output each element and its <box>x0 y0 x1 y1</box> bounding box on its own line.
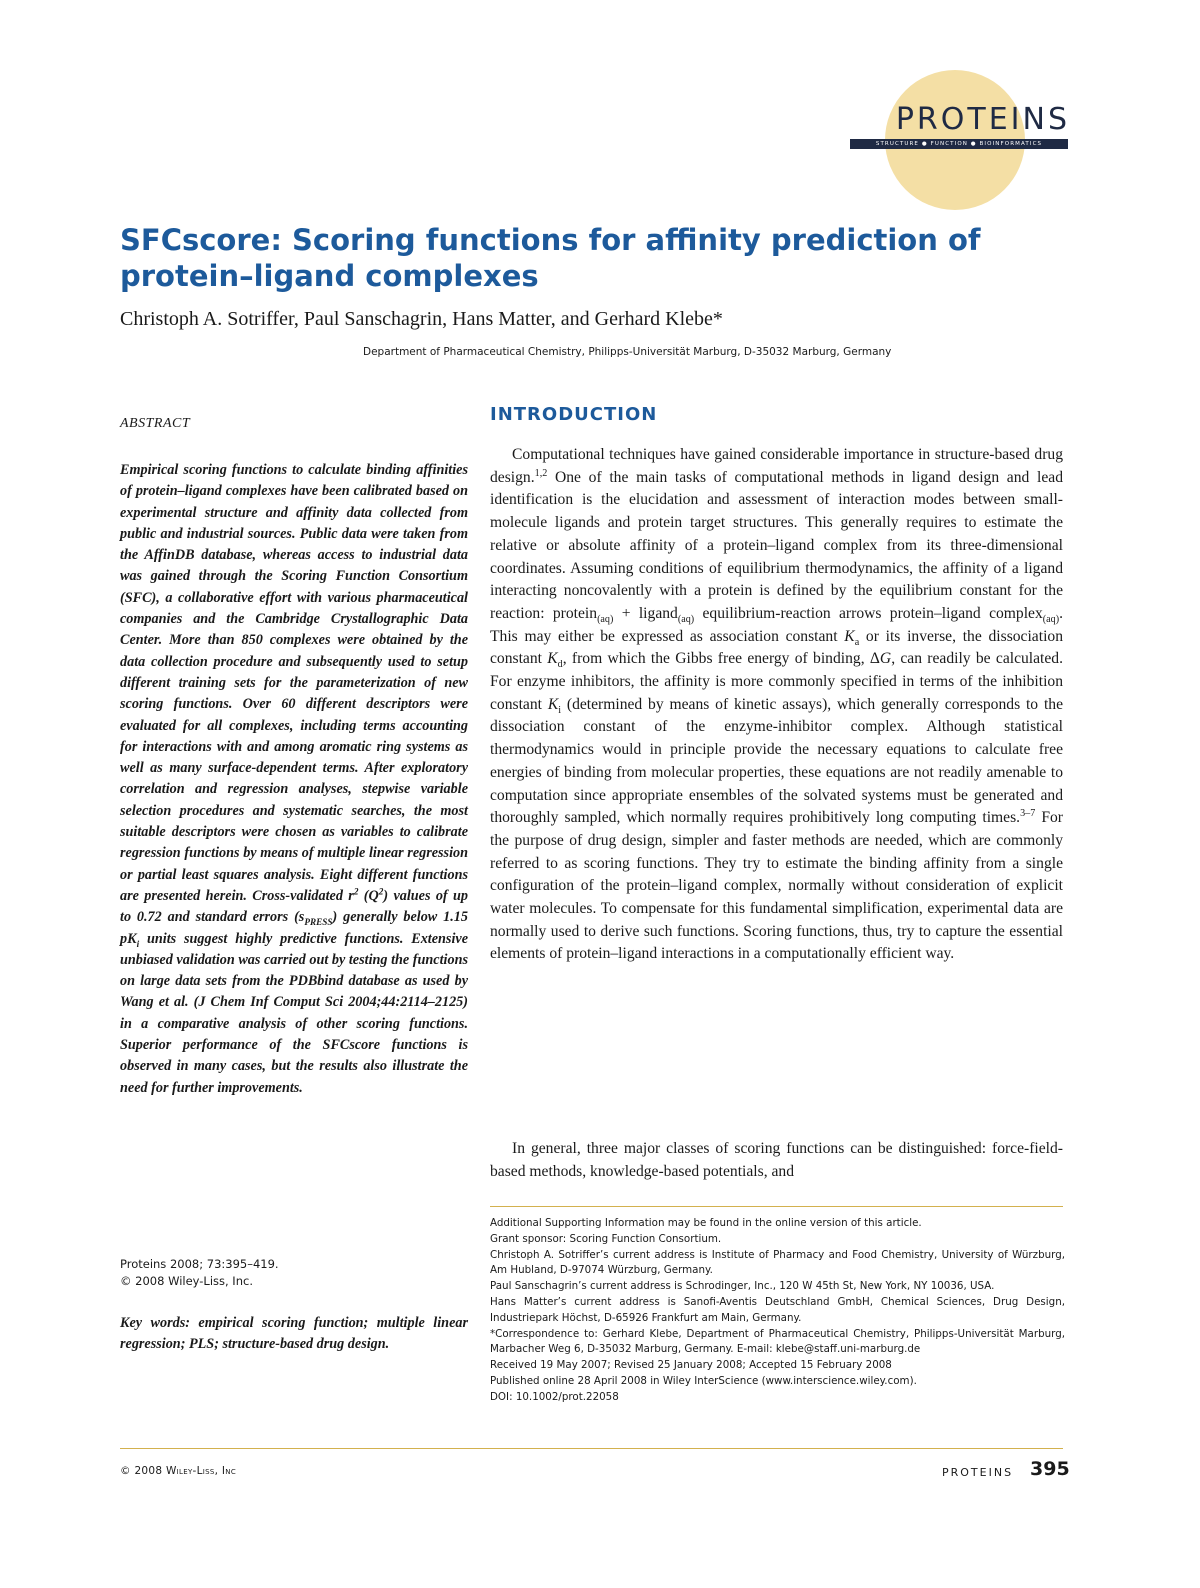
abstract-body: Empirical scoring functions to calculate binding affinities of protein–ligand complexes have been calibrated based on experimental structure and affinity data collected from public and industrial sources. Public data were taken from the AffinDB database, whereas access to industrial data was gained through the Scoring Function Consortium (SFC), a collaborative effort with various pharmaceutical companies and the Cambridge Crystallographic Data Center. More than 850 complexes were obtained by the data collection procedure and subsequently used to setup different training sets for the parameterization of new scoring functions. Over 60 different descriptors were evaluated for all complexes, including terms accounting for interactions with and among aromatic ring systems as well as many surface-dependent terms. After exploratory correlation and regression analyses, stepwise variable selection procedures and systematic searches, the most suitable descriptors were chosen as variables to calibrate regression functions by means of multiple linear regression or partial least squares analysis. Eight different functions are presented herein. Cross-validated $r^2$ $(Q^2)$ values of up to 0.72 and standard errors $(s_{PRESS})$ generally below 1.15 $pK_i$ units suggest highly predictive functions. Extensive unbiased validation was carried out by testing the functions on large data sets from the PDBbind database as used by Wang et al. (J Chem Inf Comput Sci 2004;44:2114–2125) in a comparative analysis of other scoring functions. Superior performance of the SFCscore functions is observed in many cases, but the results also illustrate the need for further improvements. <box>120 462 468 1096</box>
footnote-address: Hans Matter’s current address is Sanofi-Aventis Deutschland GmbH, Chemical Sciences, Drug Design, Industriepark Höchst, D-65926 Frankfurt am Main, Germany. <box>490 1295 1065 1324</box>
footer-copyright: © 2008 Wiley-Liss, Inc <box>120 1465 237 1477</box>
footer-journal-name: PROTEINS <box>942 1466 1014 1479</box>
footnotes <box>490 1216 1065 1406</box>
journal-logo-wordmark: PROTEINS <box>895 102 1070 137</box>
article-title: SFCscore: Scoring functions for affinity prediction of protein–ligand complexes <box>120 223 981 293</box>
author-list: Christoph A. Sotriffer, Paul Sanschagrin, Hans Matter, and Gerhard Klebe* <box>120 308 723 330</box>
author-affiliation: Department of Pharmaceutical Chemistry, Philipps-Universität Marburg, D-35032 Marburg, Germany <box>363 346 892 358</box>
footnote-address: Christoph A. Sotriffer’s current address is Institute of Pharmacy and Food Chemistry, University of Würzburg, Am Hubland, D-97074 Würzburg, Germany. <box>490 1248 1065 1277</box>
introduction-paragraph: Computational techniques have gained considerable importance in structure-based drug design.$^{1,2}$ One of the main tasks of computational methods in ligand design and lead identification is the elucidation and assessment of interaction modes between small-molecule ligands and protein target structures. This generally requires to estimate the relative or absolute affinity of a protein–ligand complex from its three-dimensional coordinates. Assuming conditions of equilibrium thermodynamics, the affinity of a ligand interacting noncovalently with a protein is defined by the equilibrium constant for the reaction: protein$_{(aq)}$ + ligand$_{(aq)}$ equilibrium-reaction arrows protein–ligand complex$_{(aq)}$. This may either be expressed as association constant $K_a$ or its inverse, the dissociation constant $K_d$, from which the Gibbs free energy of binding, ΔG, can readily be calculated. For enzyme inhibitors, the affinity is more commonly specified in terms of the inhibition constant $K_i$ (determined by means of kinetic assays), which generally corresponds to the dissociation constant of the enzyme-inhibitor complex. Although statistical thermodynamics would in principle provide the necessary equations to calculate free energies of binding from molecular properties, these equations are not readily amenable to computation since appropriate ensembles of the solvated systems must be generated and thoroughly sampled, which normally requires prohibitively long computing times.$^{3-7}$ For the purpose of drug design, simpler and faster methods are needed, which are commonly referred to as scoring functions. They try to estimate the binding affinity from a single configuration of the protein–ligand complex, normally without consideration of explicit water molecules. To compensate for this fundamental simplification, experimental data are normally used to derive such functions. Scoring functions, thus, try to capture the essential elements of protein–ligand interactions in a computationally efficient way. <box>490 446 1063 963</box>
keywords: Key words: empirical scoring function; multiple linear regression; PLS; structure-based drug design. <box>120 1315 468 1353</box>
page-number: 395 <box>1030 1458 1070 1480</box>
footnote-supporting-info: Additional Supporting Information may be found in the online version of this article. <box>490 1217 922 1229</box>
footnote-divider <box>490 1206 1063 1207</box>
footnote-dates: Received 19 May 2007; Revised 25 January 2008; Accepted 15 February 2008 <box>490 1359 892 1372</box>
footnote-grant: Grant sponsor: Scoring Function Consortium. <box>490 1232 722 1245</box>
journal-citation <box>120 1256 468 1290</box>
footer-divider <box>120 1448 1063 1449</box>
footnote-correspondence: *Correspondence to: Gerhard Klebe, Department of Pharmaceutical Chemistry, Philipps-Universität Marburg, Marbacher Weg 6, D-35032 Marburg, Germany. E-mail: klebe@staff.uni-marburg.de <box>490 1327 1065 1356</box>
journal-logo-tagline: STRUCTURE ● FUNCTION ● BIOINFORMATICS <box>850 139 1068 149</box>
footnote-doi: DOI: 10.1002/prot.22058 <box>490 1390 619 1403</box>
introduction-paragraph: In general, three major classes of scoring functions can be distinguished: force-field-based methods, knowledge-based potentials, and <box>490 1140 1063 1180</box>
copyright-line: © 2008 Wiley-Liss, Inc. <box>120 1274 253 1288</box>
introduction-heading: INTRODUCTION <box>490 404 658 425</box>
abstract-heading: ABSTRACT <box>120 416 191 431</box>
footnote-address: Paul Sanschagrin’s current address is Schrodinger, Inc., 120 W 45th St, New York, NY 10036, USA. <box>490 1280 995 1293</box>
citation-line: Proteins 2008; 73:395–419. <box>120 1257 279 1271</box>
footnote-published: Published online 28 April 2008 in Wiley InterScience (www.interscience.wiley.com). <box>490 1374 917 1387</box>
